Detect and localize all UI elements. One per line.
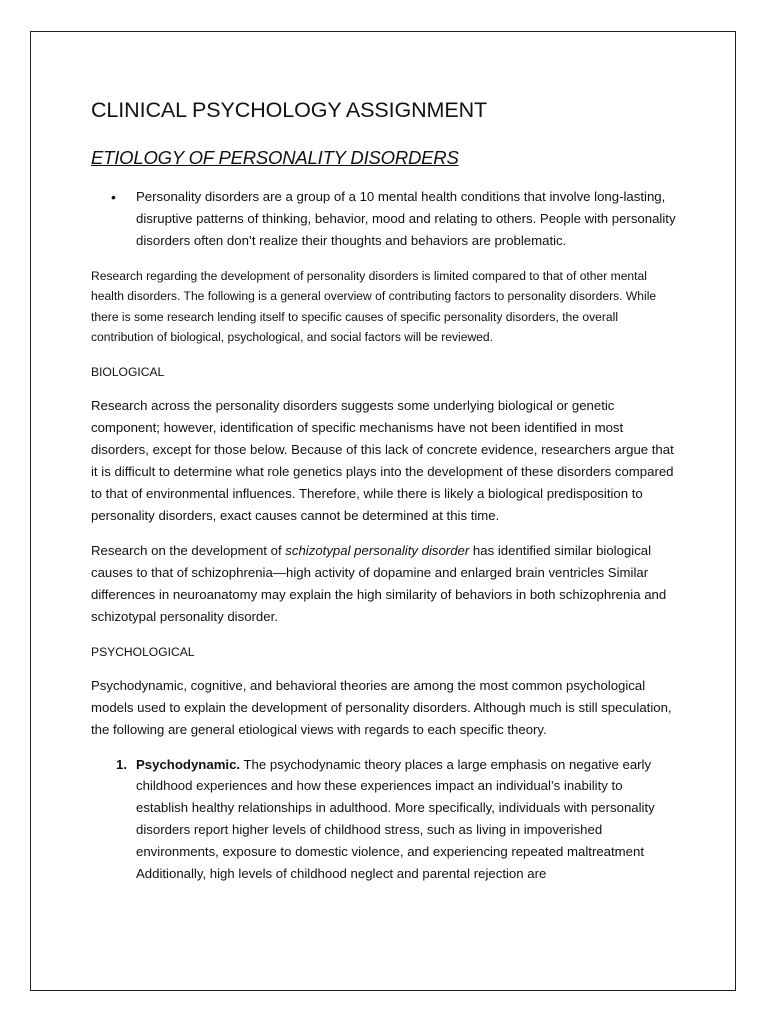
section-heading-biological: BIOLOGICAL	[91, 364, 165, 379]
document-title: CLINICAL PSYCHOLOGY ASSIGNMENT	[91, 98, 488, 122]
document-content	[91, 96, 676, 884]
intro-paragraph: Research regarding the development of personality disorders is limited compared to that of other mental health disorders. The following is a general overview of contributing factors to personality disorders. While there is some research lending itself to specific causes of specific personality disorders, the overall contribution of biological, psychological, and social factors will be reviewed.	[91, 269, 657, 345]
section-heading-psychological: PSYCHOLOGICAL	[91, 644, 195, 659]
paragraph-italic-term: schizotypal personality disorder	[285, 542, 470, 558]
list-item	[91, 186, 676, 252]
paragraph-text: has identified similar biological causes to that of schizophrenia—high activity of dopamine and enlarged brain ventricles Similar differences in neuroanatomy may explain the high similarity of behaviors in both schizophrenia and schizotypal personality disorder.	[91, 542, 667, 624]
psychological-paragraph: Psychodynamic, cognitive, and behavioral theories are among the most common psychological models used to explain the development of personality disorders. Although much is still speculation, the following are general etiological views with regards to each specific theory.	[91, 677, 672, 737]
document-subtitle: ETIOLOGY OF PERSONALITY DISORDERS	[91, 147, 459, 168]
list-item-term: Psychodynamic.	[136, 756, 241, 772]
theory-list	[91, 754, 676, 885]
list-item-text: The psychodynamic theory places a large emphasis on negative early childhood experiences and how these experiences impact an individual’s inability to establish healthy relationships in adulthood. More specifically, individuals with personality disorders report higher levels of childhood stress, such as living in impoverished environments, exposure to domestic violence, and experiencing repeated maltreatment Additionally, high levels of childhood neglect and parental rejection are	[136, 756, 655, 881]
biological-paragraph-2	[91, 540, 676, 628]
bullet-list	[91, 186, 676, 252]
list-number: 1.	[116, 756, 127, 772]
bullet-text: Personality disorders are a group of a 10 mental health conditions that involve long-lasting, disruptive patterns of thinking, behavior, mood and relating to others. People with personality disorders often don’t realize their thoughts and behaviors are problematic.	[136, 189, 676, 248]
biological-paragraph-1: Research across the personality disorders suggests some underlying biological or genetic component; however, identification of specific mechanisms have not been identified in most disorders, except for those below. Because of this lack of concrete evidence, researchers argue that it is difficult to determine what role genetics plays into the development of these disorders compared to that of environmental influences. Therefore, while there is likely a biological predisposition to personality disorders, exact causes cannot be determined at this time.	[91, 397, 674, 523]
document-page	[30, 31, 736, 991]
list-item	[91, 754, 676, 885]
paragraph-text: Research on the development of	[91, 542, 286, 558]
bullet-icon: •	[111, 189, 116, 205]
